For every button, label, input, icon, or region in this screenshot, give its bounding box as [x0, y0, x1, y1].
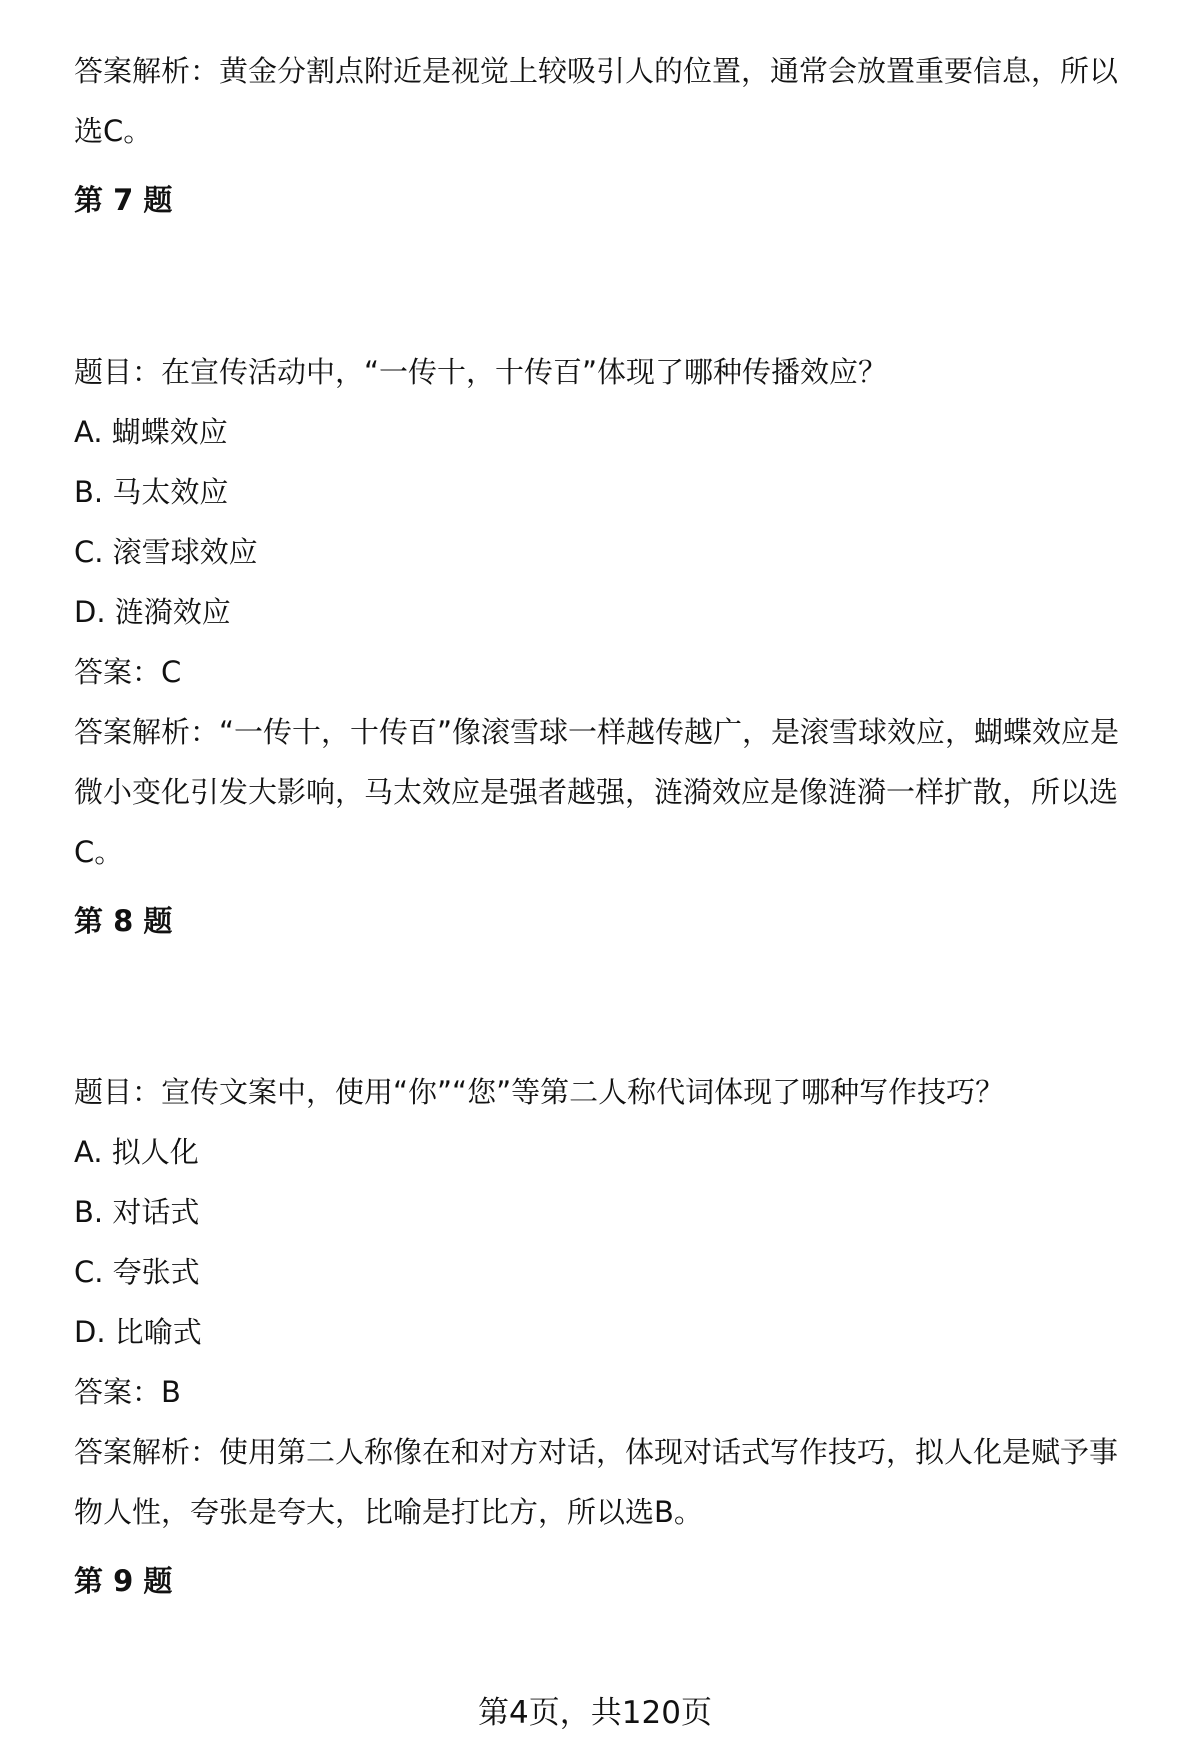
q7-answer: 答案：C — [74, 655, 182, 689]
q7-option-b: B. 马太效应 — [74, 475, 229, 509]
q8-option-b: B. 对话式 — [74, 1195, 200, 1229]
q7-option-d: D. 涟漪效应 — [74, 595, 231, 629]
prev-analysis-line-1: 答案解析：黄金分割点附近是视觉上较吸引人的位置，通常会放置重要信息，所以 — [74, 54, 1119, 88]
q7-question: 题目：在宣传活动中，“一传十，十传百”体现了哪种传播效应？ — [74, 355, 888, 389]
q7-analysis-line-2: 微小变化引发大影响，马太效应是强者越强，涟漪效应是像涟漪一样扩散，所以选 — [74, 775, 1119, 809]
q8-option-d: D. 比喻式 — [74, 1315, 202, 1349]
q7-option-c: C. 滚雪球效应 — [74, 535, 258, 569]
q8-analysis-line-1: 答案解析：使用第二人称像在和对方对话，体现对话式写作技巧，拟人化是赋予事 — [74, 1435, 1119, 1469]
page-footer: 第4页，共120页 — [478, 1695, 712, 1731]
q7-heading: 第 7 题 — [74, 183, 173, 217]
q8-answer: 答案：B — [74, 1375, 181, 1409]
q8-analysis-line-2: 物人性，夸张是夸大，比喻是打比方，所以选B。 — [74, 1495, 703, 1529]
q8-option-a: A. 拟人化 — [74, 1135, 199, 1169]
q9-heading: 第 9 题 — [74, 1564, 173, 1598]
q7-analysis-line-1: 答案解析：“一传十，十传百”像滚雪球一样越传越广，是滚雪球效应，蝴蝶效应是 — [74, 715, 1120, 749]
q7-option-a: A. 蝴蝶效应 — [74, 415, 228, 449]
q8-option-c: C. 夸张式 — [74, 1255, 200, 1289]
q7-analysis-line-3: C。 — [74, 835, 124, 869]
q8-question: 题目：宣传文案中，使用“你”“您”等第二人称代词体现了哪种写作技巧？ — [74, 1075, 1005, 1109]
prev-analysis-line-2: 选C。 — [74, 114, 153, 148]
q8-heading: 第 8 题 — [74, 904, 173, 938]
